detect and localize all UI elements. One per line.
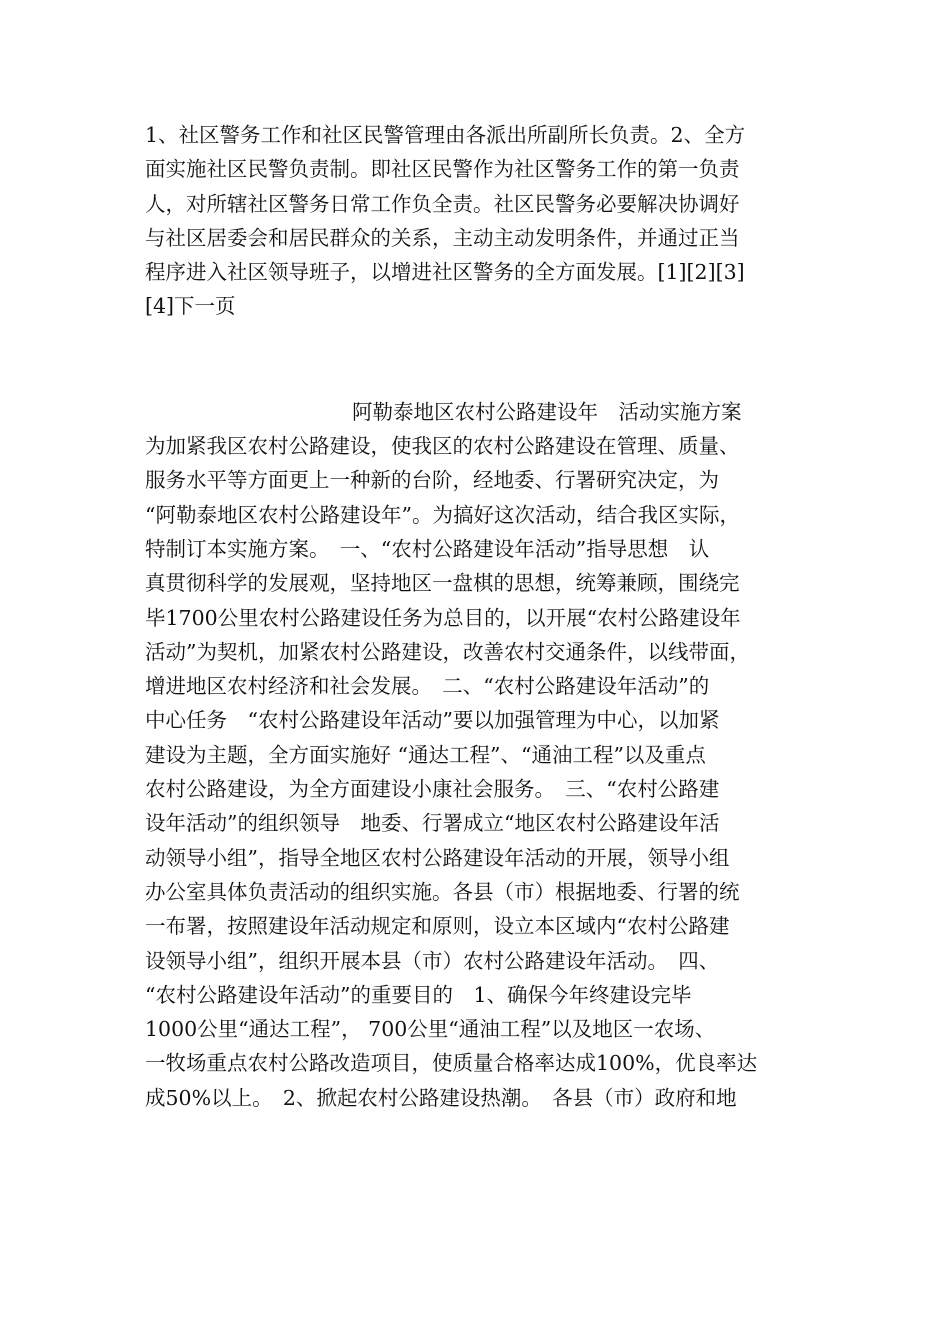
document-page: [145, 118, 810, 1115]
paragraph-line: 真贯彻科学的发展观，坚持地区一盘棋的思想，统筹兼顾，围绕完: [145, 571, 740, 596]
paragraph-line: 成50%以上。 2、掀起农村公路建设热潮。 各县（市）政府和地: [145, 1085, 737, 1110]
section-community-policing: [145, 118, 810, 324]
paragraph-line: 为加紧我区农村公路建设，使我区的农村公路建设在管理、质量、: [145, 434, 740, 459]
section-gap: [145, 324, 810, 395]
paragraph-line: 服务水平等方面更上一种新的台阶，经地委、行署研究决定，为: [145, 468, 719, 493]
paragraph-line: “农村公路建设年活动”的重要目的 1、确保今年终建设完毕: [145, 982, 692, 1007]
next-page-link[interactable]: [4]下一页: [145, 294, 236, 319]
section-rural-road-plan: [145, 395, 810, 1115]
paragraph-line: 中心任务 “农村公路建设年活动”要以加强管理为中心，以加紧: [145, 708, 720, 733]
paragraph-line: 设领导小组”，组织开展本县（市）农村公路建设年活动。 四、: [145, 948, 720, 973]
paragraph-line: “阿勒泰地区农村公路建设年”。为搞好这次活动，结合我区实际，: [145, 502, 740, 527]
section-title: 阿勒泰地区农村公路建设年 活动实施方案: [352, 399, 742, 424]
paragraph-line: 1、社区警务工作和社区民警管理由各派出所副所长负责。2、全方: [145, 123, 746, 147]
paragraph-line: 人，对所辖社区警务日常工作负全责。社区民警务必要解决协调好: [145, 191, 740, 216]
paragraph-line: 办公室具体负责活动的组织实施。各县（市）根据地委、行署的统: [145, 879, 740, 904]
paragraph-line: 增进地区农村经济和社会发展。 二、“农村公路建设年活动”的: [145, 674, 710, 699]
paragraph-line: 与社区居委会和居民群众的关系，主动主动发明条件，并通过正当: [145, 225, 740, 250]
paragraph-line: 1000公里“通达工程”， 700公里“通油工程”以及地区一农场、: [145, 1017, 716, 1042]
paragraph-line: 动领导小组”，指导全地区农村公路建设年活动的开展，领导小组: [145, 845, 730, 870]
paragraph-line: 一布署，按照建设年活动规定和原则，设立本区域内“农村公路建: [145, 914, 730, 939]
paragraph-line: 农村公路建设，为全方面建设小康社会服务。 三、“农村公路建: [145, 777, 720, 802]
paragraph-line: 毕1700公里农村公路建设任务为总目的，以开展“农村公路建设年: [145, 605, 741, 630]
paragraph-line: 程序进入社区领导班子，以增进社区警务的全方面发展。[1][2][3]: [145, 260, 745, 285]
paragraph-line: 活动”为契机，加紧农村公路建设，改善农村交通条件，以线带面，: [145, 639, 750, 664]
paragraph-line: 面实施社区民警负责制。即社区民警作为社区警务工作的第一负责: [145, 157, 740, 182]
paragraph-line: 一牧场重点农村公路改造项目，使质量合格率达成100%，优良率达: [145, 1051, 758, 1076]
paragraph-line: 特制订本实施方案。 一、“农村公路建设年活动”指导思想 认: [145, 536, 710, 561]
paragraph-line: 建设为主题，全方面实施好 “通达工程”、“通油工程”以及重点: [145, 742, 706, 767]
paragraph-line: 设年活动”的组织领导 地委、行署成立“地区农村公路建设年活: [145, 811, 720, 836]
